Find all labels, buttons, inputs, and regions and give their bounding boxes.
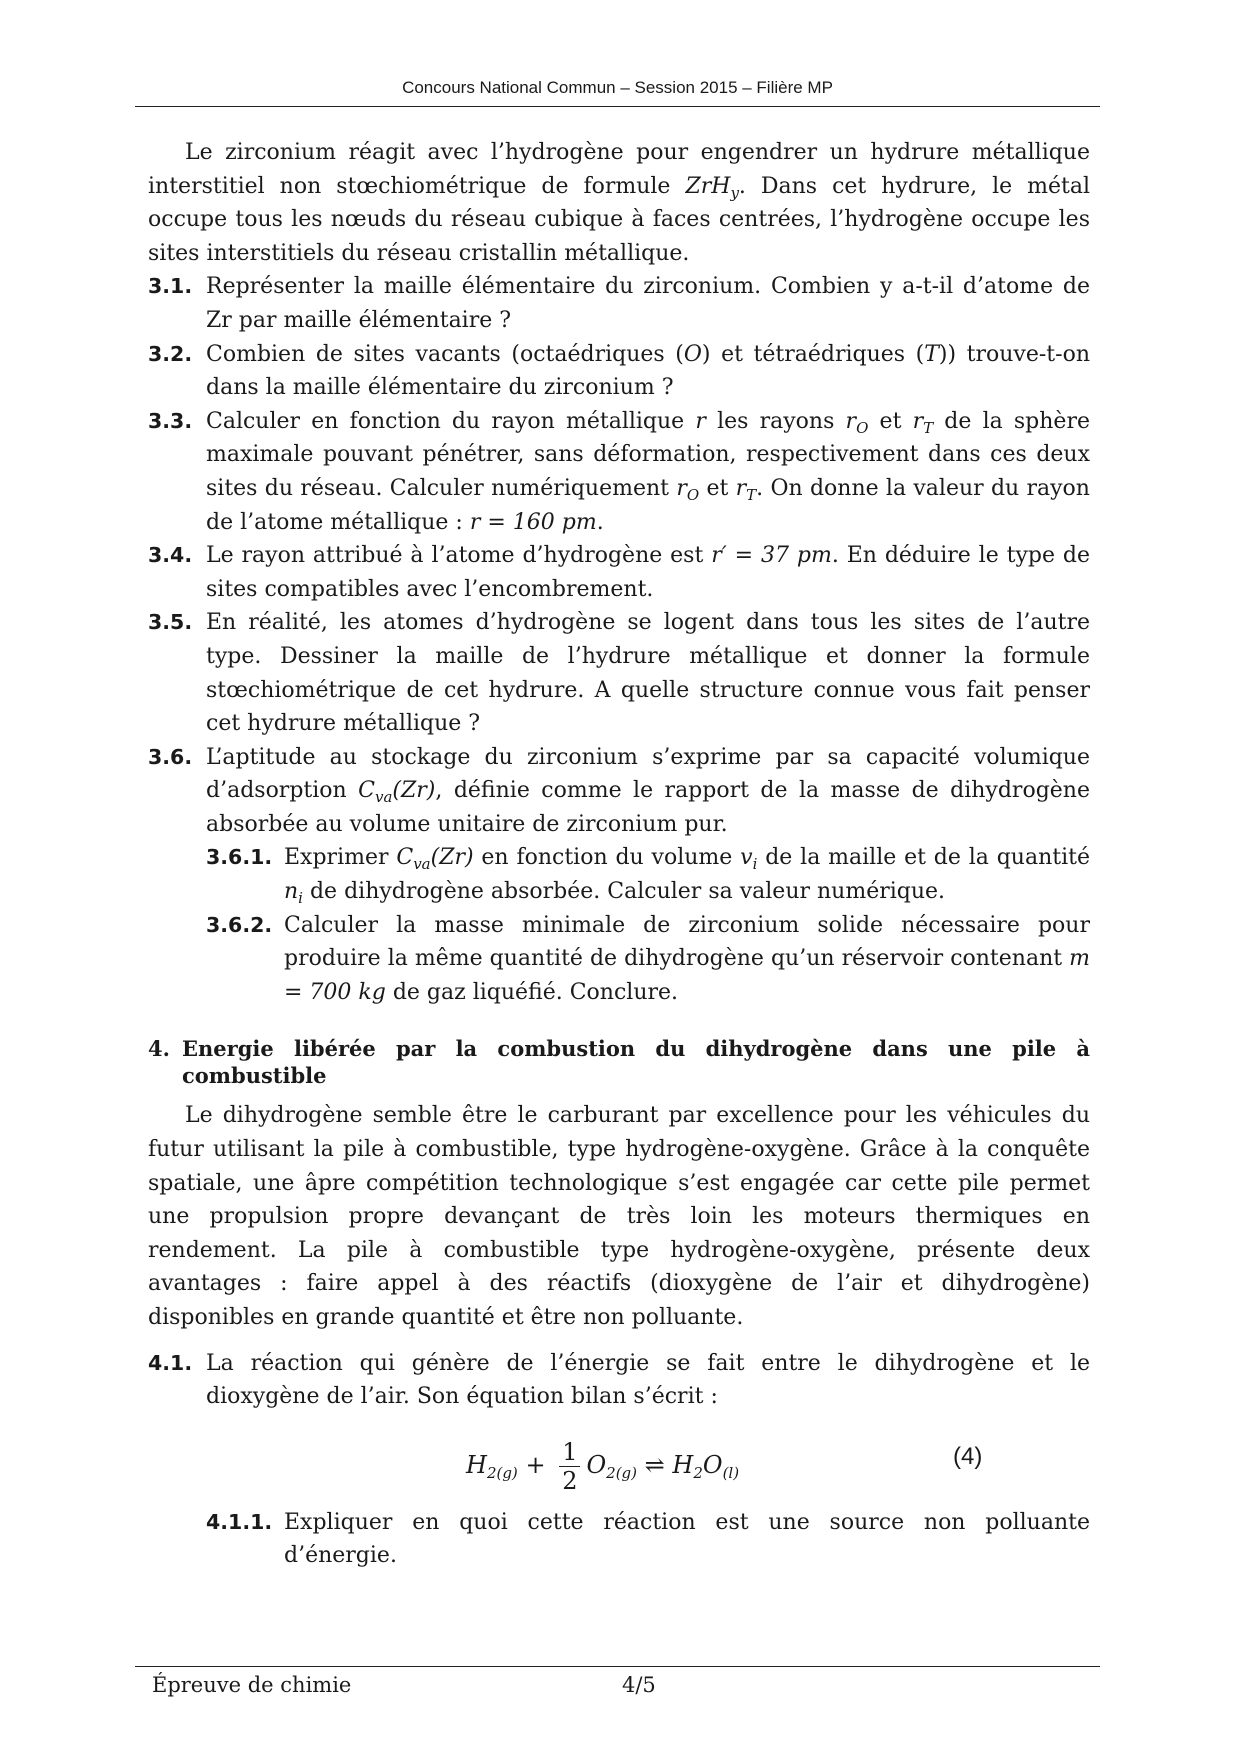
question-3-1 (148, 270, 1090, 337)
equation-body: $H_{2(g)}$ + $\frac{1}{2}$ $O_{2(g)}$ ⇌ $H_2O_{(l)}$ (466, 1437, 740, 1495)
question-4-1 (148, 1347, 1090, 1414)
question-number: 4.1.1. (206, 1509, 273, 1534)
question-text: Calculer la masse minimale de zirconium solide nécessaire pour produire la même quantité de dihydrogène qu’un réservoir contenant m = 700 kg de gaz liquéfié. Conclure. (284, 912, 1090, 1005)
question-text: Calculer en fonction du rayon métallique r les rayons $r_O$ et $r_T$ de la sphère maximale pouvant pénétrer, sans déformation, respectivement dans ces deux sites du réseau. Calculer numériquement $r_O$ et $r_T$. On donne la valeur du rayon de l’atome métallique : r = 160 pm. (206, 408, 1090, 535)
section-number: 4. (148, 1036, 170, 1062)
question-3-4 (148, 539, 1090, 606)
question-text: L’aptitude au stockage du zirconium s’exprime par sa capacité volumique d’adsorption $C_{va}(Zr)$, définie comme le rapport de la masse de dihydrogène absorbée au volume unitaire de zirconium pur. (206, 744, 1090, 837)
question-text: Le rayon attribué à l’atome d’hydrogène est r′ = 37 pm. En déduire le type de sites compatibles avec l’encombrement. (206, 543, 1090, 602)
footer-rule (135, 1666, 1100, 1667)
question-text: Combien de sites vacants (octaédriques (O) et tétraédriques (T)) trouve-t-on dans la maille élémentaire du zirconium ? (206, 341, 1090, 401)
section-title: Energie libérée par la combustion du dihydrogène dans une pile à combustible (182, 1036, 1090, 1089)
question-text: Exprimer $C_{va}(Zr)$ en fonction du volume $v_i$ de la maille et de la quantité $n_i$ de dihydrogène absorbée. Calculer sa valeur numérique. (284, 845, 1090, 908)
question-number: 3.3. (148, 408, 193, 433)
question-number: 3.6. (148, 744, 193, 769)
question-text: Expliquer en quoi cette réaction est une source non polluante d’énergie. (284, 1509, 1090, 1569)
question-3-2 (148, 338, 1090, 405)
section-4-paragraph: Le dihydrogène semble être le carburant par excellence pour les véhicules du futur utilisant la pile à combustible, type hydrogène-oxygène. Grâce à la conquête spatiale, une âpre compétition technologique s’est engagée car cette pile permet une propulsion propre devançant de très loin les moteurs thermiques en rendement. La pile à combustible type hydrogène-oxygène, présente deux avantages : faire appel à des réactifs (dioxygène de l’air et dihydrogène) disponibles en grande quantité et être non polluante. (148, 1103, 1090, 1330)
question-text: Représenter la maille élémentaire du zirconium. Combien y a-t-il d’atome de Zr par maille élémentaire ? (206, 274, 1090, 333)
question-number: 3.2. (148, 341, 193, 366)
question-number: 3.4. (148, 543, 193, 568)
question-number: 3.6.2. (206, 912, 273, 937)
header-rule (135, 106, 1100, 107)
reaction-equation (148, 1418, 1090, 1506)
question-3-5 (148, 606, 1090, 740)
question-3-6-2 (206, 909, 1090, 1010)
page-content (148, 136, 1090, 1573)
question-number: 3.6.1. (206, 845, 273, 870)
question-3-6 (148, 741, 1090, 842)
question-4-1-1 (206, 1506, 1090, 1573)
question-text: En réalité, les atomes d’hydrogène se logent dans tous les sites de l’autre type. Dessiner la maille de l’hydrure métallique et donner la formule stœchiométrique de cet hydrure. A quelle structure connue vous fait penser cet hydrure métallique ? (206, 610, 1090, 737)
page-number: 4/5 (622, 1673, 656, 1697)
fraction-one-half: $\frac{1}{2}$ (559, 1438, 580, 1495)
question-number: 4.1. (148, 1350, 193, 1375)
footer-title: Épreuve de chimie (152, 1673, 352, 1697)
question-number: 3.1. (148, 274, 193, 299)
question-3-3 (148, 405, 1090, 539)
question-text: La réaction qui génère de l’énergie se fait entre le dihydrogène et le dioxygène de l’air. Son équation bilan s’écrit : (206, 1350, 1090, 1410)
equation-number: (4) (953, 1442, 983, 1470)
page-header: Concours National Commun – Session 2015 – Filière MP (402, 78, 833, 97)
question-number: 3.5. (148, 610, 193, 635)
intro-paragraph: Le zirconium réagit avec l’hydrogène pour engendrer un hydrure métallique interstitiel non stœchiométrique de formule ZrH$_y$. Dans cet hydrure, le métal occupe tous les nœuds du réseau cubique à faces centrées, l’hydrogène occupe les sites interstitiels du réseau cristallin métallique. (148, 140, 1091, 266)
question-3-6-1 (206, 841, 1090, 908)
section-4-heading (148, 1035, 1090, 1089)
